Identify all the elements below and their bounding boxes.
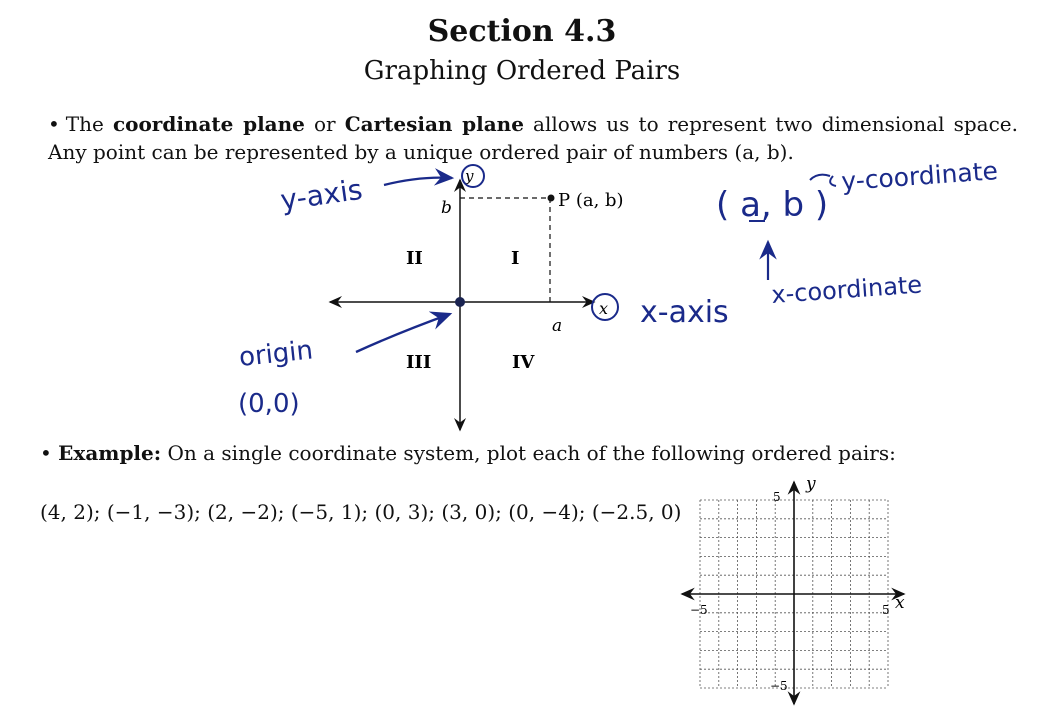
origin-pointer-arrow	[356, 314, 450, 352]
bullet-icon: •	[40, 441, 52, 465]
quadrant-1-label: I	[511, 248, 520, 269]
graph-grid	[682, 482, 904, 704]
origin-dot	[455, 297, 465, 307]
ordered-pairs-list: (4, 2); (−1, −3); (2, −2); (−5, 1); (0, 3); (3, 0); (0, −4); (−2.5, 0)	[40, 500, 682, 524]
coordinate-plane-diagram	[330, 167, 624, 430]
y-axis-pointer-arrow	[384, 178, 452, 185]
example-text: On a single coordinate system, plot each of the following ordered pairs:	[161, 441, 896, 465]
x-axis-letter: x	[599, 299, 609, 318]
y-axis-annotation: y-axis	[278, 172, 365, 217]
pair-annotation: ( a, b )	[716, 185, 829, 225]
grid-tick-neg-y: −5	[770, 679, 788, 693]
point-p-dot	[548, 195, 555, 202]
intro-text-3: allows us to represent two dimensional space. Any point can be represented by a unique ordered pair of numbers (a, b).	[48, 112, 1018, 164]
grid-x-label: x	[895, 593, 905, 613]
x-axis-annotation: x-axis	[640, 295, 729, 330]
origin-coords-annotation: (0,0)	[238, 389, 300, 419]
bullet-icon: •	[48, 112, 60, 136]
section-title: Section 4.3	[427, 14, 617, 49]
scan-edge-strip	[1032, 0, 1044, 720]
term-coordinate-plane: coordinate plane	[112, 112, 305, 136]
grid-y-label: y	[806, 474, 816, 494]
grid-tick-pos-x: 5	[882, 603, 890, 617]
y-coordinate-annotation: y-coordinate	[840, 156, 999, 196]
origin-annotation: origin	[237, 335, 315, 373]
grid-tick-pos-y: 5	[773, 490, 781, 504]
y-axis-letter: y	[465, 167, 474, 185]
example-line	[40, 441, 940, 465]
quadrant-2-label: II	[406, 248, 423, 269]
quadrant-3-label: III	[406, 352, 432, 373]
grid-tick-neg-x: −5	[690, 603, 708, 617]
term-cartesian-plane: Cartesian plane	[344, 112, 524, 136]
a-label: a	[552, 316, 563, 336]
b-label: b	[441, 198, 452, 218]
intro-text-2: or	[304, 112, 345, 136]
intro-text-1: The	[65, 112, 113, 136]
quadrant-4-label: IV	[512, 352, 535, 373]
point-p-label: P (a, b)	[558, 190, 624, 211]
section-subtitle: Graphing Ordered Pairs	[363, 56, 681, 86]
x-coordinate-annotation: x-coordinate	[770, 270, 923, 309]
example-label: Example:	[58, 441, 162, 465]
